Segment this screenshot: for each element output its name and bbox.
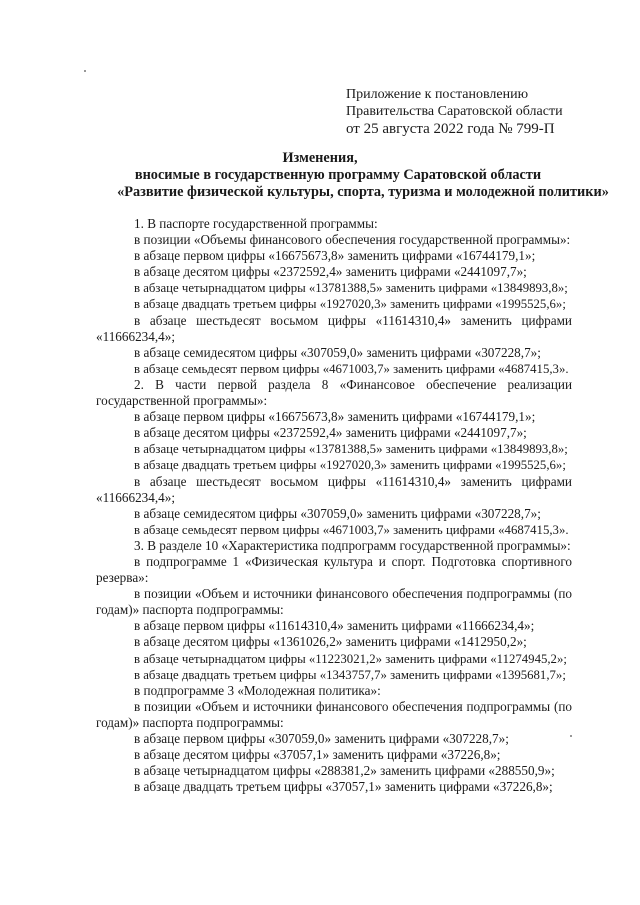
paragraph: в подпрограмме 1 «Физическая культура и спорт. Подготовка спортивного резерва»: xyxy=(96,553,572,586)
paragraph: в абзаце четырнадцатом цифры «11223021,2» заменить цифрами «11274945,2»; xyxy=(134,651,567,666)
paragraph: в абзаце семьдесят первом цифры «4671003,7» заменить цифрами «4687415,3». xyxy=(134,522,569,537)
scan-speck xyxy=(84,70,86,72)
title-line-1: Изменения, xyxy=(282,150,358,166)
paragraph: в абзаце четырнадцатом цифры «13781388,5» заменить цифрами «13849893,8»; xyxy=(134,442,568,457)
paragraph: в абзаце десятом цифры «1361026,2» заменить цифрами «1412950,2»; xyxy=(134,634,527,650)
appendix-date-line: от 25 августа 2022 года № 799-П xyxy=(346,121,555,137)
title-line-2: вносимые в государственную программу Саратовской области xyxy=(134,167,542,183)
paragraph: в абзаце четырнадцатом цифры «288381,2» заменить цифрами «288550,9»; xyxy=(134,763,555,779)
paragraph: 3. В разделе 10 «Характеристика подпрограмм государственной программы»: xyxy=(134,537,571,553)
paragraph: в абзаце шестьдесят восьмом цифры «11614310,4» заменить цифрами «11666234,4»; xyxy=(96,312,572,344)
paragraph: в абзаце десятом цифры «37057,1» заменить цифрами «37226,8»; xyxy=(134,747,501,763)
paragraph: в позиции «Объемы финансового обеспечения государственной программы»: xyxy=(134,232,571,248)
paragraph: в подпрограмме 3 «Молодежная политика»: xyxy=(134,682,381,698)
paragraph: в абзаце двадцать третьем цифры «1927020,3» заменить цифрами «1995525,6»; xyxy=(134,297,566,312)
paragraph: в абзаце двадцать третьем цифры «37057,1» заменить цифрами «37226,8»; xyxy=(134,779,553,795)
paragraph: в абзаце первом цифры «307059,0» заменить цифрами «307228,7»; xyxy=(134,731,509,746)
appendix-header xyxy=(346,86,563,139)
paragraph: в абзаце семьдесят первом цифры «4671003,7» заменить цифрами «4687415,3». xyxy=(134,361,569,376)
paragraph: в абзаце двадцать третьем цифры «1343757,7» заменить цифрами «1395681,7»; xyxy=(134,667,566,682)
document-body xyxy=(96,216,572,795)
title-line-3: «Развитие физической культуры, спорта, туризма и молодежной политики» xyxy=(117,184,609,200)
paragraph: в абзаце семидесятом цифры «307059,0» заменить цифрами «307228,7»; xyxy=(134,344,541,360)
paragraph: в абзаце семидесятом цифры «307059,0» заменить цифрами «307228,7»; xyxy=(134,505,541,521)
paragraph: в абзаце десятом цифры «2372592,4» заменить цифрами «2441097,7»; xyxy=(134,425,527,441)
paragraph: 1. В паспорте государственной программы: xyxy=(134,216,378,231)
paragraph: в позиции «Объем и источники финансового обеспечения подпрограммы (по годам)» паспорта подпрограммы: xyxy=(96,698,572,730)
paragraph: в абзаце десятом цифры «2372592,4» заменить цифрами «2441097,7»; xyxy=(134,264,527,280)
paragraph: в абзаце двадцать третьем цифры «1927020,3» заменить цифрами «1995525,6»; xyxy=(134,458,566,473)
paragraph: в абзаце шестьдесят восьмом цифры «11614310,4» заменить цифрами «11666234,4»; xyxy=(96,473,572,505)
appendix-line-1: Приложение к постановлению xyxy=(346,87,529,102)
paragraph: 2. В части первой раздела 8 «Финансовое обеспечение реализации государственной программы»: xyxy=(96,376,572,409)
paragraph: в абзаце четырнадцатом цифры «13781388,5» заменить цифрами «13849893,8»; xyxy=(134,281,568,296)
paragraph: в абзаце первом цифры «11614310,4» заменить цифрами «11666234,4»; xyxy=(134,618,535,634)
paragraph: в абзаце первом цифры «16675673,8» заменить цифрами «16744179,1»; xyxy=(134,248,536,264)
document-title xyxy=(0,150,640,201)
paragraph: в позиции «Объем и источники финансового обеспечения подпрограммы (по годам)» паспорта подпрограммы: xyxy=(96,586,572,618)
appendix-line-2: Правительства Саратовской области xyxy=(346,104,563,119)
paragraph: в абзаце первом цифры «16675673,8» заменить цифрами «16744179,1»; xyxy=(134,409,536,425)
